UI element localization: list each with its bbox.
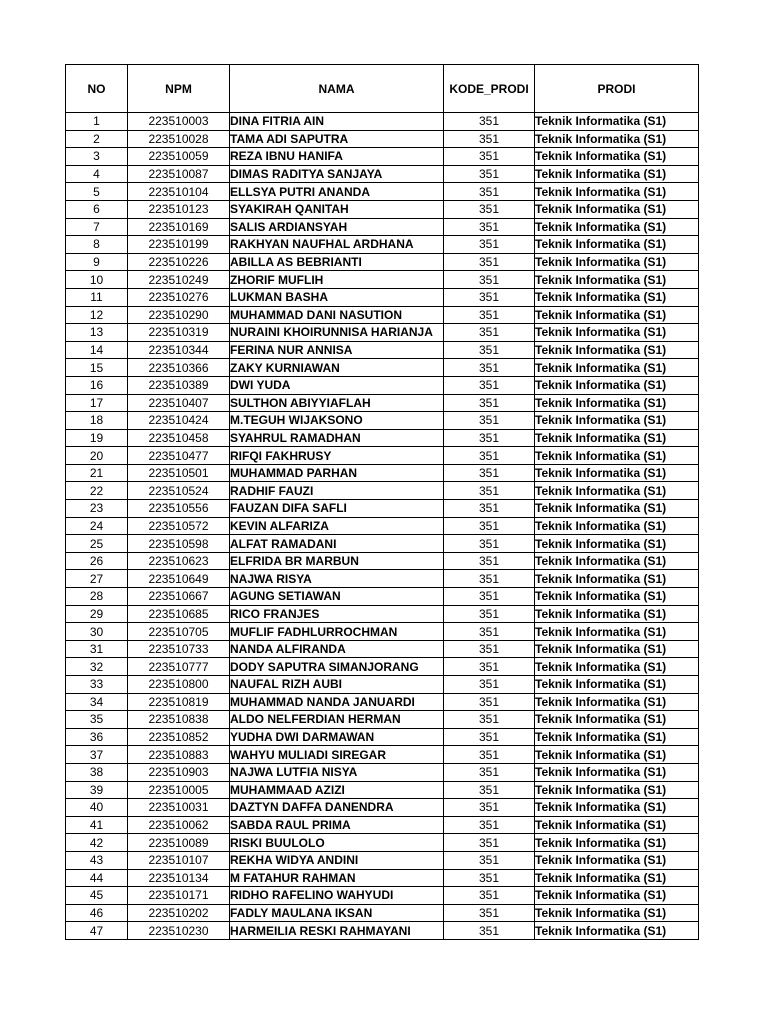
cell-no: 31: [66, 640, 128, 658]
cell-no: 2: [66, 130, 128, 148]
cell-no: 23: [66, 500, 128, 518]
cell-kode-prodi: 351: [444, 148, 535, 166]
cell-prodi: Teknik Informatika (S1): [535, 640, 699, 658]
cell-nama: REZA IBNU HANIFA: [230, 148, 444, 166]
cell-nama: SALIS ARDIANSYAH: [230, 218, 444, 236]
cell-kode-prodi: 351: [444, 728, 535, 746]
cell-prodi: Teknik Informatika (S1): [535, 922, 699, 940]
cell-nama: DAZTYN DAFFA DANENDRA: [230, 799, 444, 817]
cell-prodi: Teknik Informatika (S1): [535, 183, 699, 201]
cell-kode-prodi: 351: [444, 517, 535, 535]
cell-prodi: Teknik Informatika (S1): [535, 816, 699, 834]
cell-prodi: Teknik Informatika (S1): [535, 236, 699, 254]
cell-no: 3: [66, 148, 128, 166]
cell-prodi: Teknik Informatika (S1): [535, 693, 699, 711]
cell-no: 13: [66, 324, 128, 342]
cell-npm: 223510501: [128, 464, 230, 482]
table-row: [66, 324, 699, 342]
cell-kode-prodi: 351: [444, 799, 535, 817]
cell-nama: ALFAT RAMADANI: [230, 535, 444, 553]
cell-prodi: Teknik Informatika (S1): [535, 676, 699, 694]
cell-npm: 223510424: [128, 412, 230, 430]
table-row: [66, 781, 699, 799]
cell-npm: 223510059: [128, 148, 230, 166]
header-no: NO: [66, 65, 128, 113]
cell-no: 39: [66, 781, 128, 799]
cell-npm: 223510667: [128, 588, 230, 606]
table-row: [66, 148, 699, 166]
table-row: [66, 200, 699, 218]
cell-kode-prodi: 351: [444, 535, 535, 553]
cell-kode-prodi: 351: [444, 394, 535, 412]
table-row: [66, 728, 699, 746]
cell-no: 27: [66, 570, 128, 588]
table-row: [66, 288, 699, 306]
cell-kode-prodi: 351: [444, 324, 535, 342]
cell-no: 36: [66, 728, 128, 746]
table-row: [66, 359, 699, 377]
cell-nama: MUFLIF FADHLURROCHMAN: [230, 623, 444, 641]
table-row: [66, 464, 699, 482]
table-row: [66, 746, 699, 764]
cell-no: 4: [66, 165, 128, 183]
cell-no: 38: [66, 763, 128, 781]
cell-prodi: Teknik Informatika (S1): [535, 799, 699, 817]
cell-npm: 223510230: [128, 922, 230, 940]
cell-npm: 223510407: [128, 394, 230, 412]
table-row: [66, 799, 699, 817]
cell-prodi: Teknik Informatika (S1): [535, 904, 699, 922]
cell-no: 24: [66, 517, 128, 535]
cell-nama: ZAKY KURNIAWAN: [230, 359, 444, 377]
table-row: [66, 552, 699, 570]
table-row: [66, 904, 699, 922]
table-row: [66, 676, 699, 694]
cell-nama: NAJWA LUTFIA NISYA: [230, 763, 444, 781]
cell-nama: HARMEILIA RESKI RAHMAYANI: [230, 922, 444, 940]
cell-npm: 223510169: [128, 218, 230, 236]
cell-kode-prodi: 351: [444, 676, 535, 694]
cell-kode-prodi: 351: [444, 869, 535, 887]
cell-prodi: Teknik Informatika (S1): [535, 464, 699, 482]
cell-no: 44: [66, 869, 128, 887]
cell-prodi: Teknik Informatika (S1): [535, 570, 699, 588]
cell-kode-prodi: 351: [444, 359, 535, 377]
cell-no: 15: [66, 359, 128, 377]
cell-nama: NANDA ALFIRANDA: [230, 640, 444, 658]
cell-npm: 223510171: [128, 887, 230, 905]
cell-npm: 223510903: [128, 763, 230, 781]
table-row: [66, 640, 699, 658]
cell-npm: 223510623: [128, 552, 230, 570]
table-row: [66, 517, 699, 535]
cell-nama: ALDO NELFERDIAN HERMAN: [230, 711, 444, 729]
cell-npm: 223510062: [128, 816, 230, 834]
cell-nama: KEVIN ALFARIZA: [230, 517, 444, 535]
table-row: [66, 816, 699, 834]
cell-npm: 223510572: [128, 517, 230, 535]
cell-kode-prodi: 351: [444, 165, 535, 183]
cell-prodi: Teknik Informatika (S1): [535, 605, 699, 623]
cell-prodi: Teknik Informatika (S1): [535, 658, 699, 676]
cell-nama: M FATAHUR RAHMAN: [230, 869, 444, 887]
cell-npm: 223510649: [128, 570, 230, 588]
cell-prodi: Teknik Informatika (S1): [535, 271, 699, 289]
cell-prodi: Teknik Informatika (S1): [535, 552, 699, 570]
cell-prodi: Teknik Informatika (S1): [535, 869, 699, 887]
cell-no: 11: [66, 288, 128, 306]
cell-kode-prodi: 351: [444, 904, 535, 922]
cell-prodi: Teknik Informatika (S1): [535, 130, 699, 148]
table-row: [66, 341, 699, 359]
cell-nama: WAHYU MULIADI SIREGAR: [230, 746, 444, 764]
cell-no: 30: [66, 623, 128, 641]
cell-npm: 223510685: [128, 605, 230, 623]
cell-prodi: Teknik Informatika (S1): [535, 746, 699, 764]
cell-prodi: Teknik Informatika (S1): [535, 781, 699, 799]
cell-prodi: Teknik Informatika (S1): [535, 218, 699, 236]
table-row: [66, 412, 699, 430]
cell-no: 29: [66, 605, 128, 623]
table-row: [66, 429, 699, 447]
cell-nama: RAKHYAN NAUFHAL ARDHANA: [230, 236, 444, 254]
cell-nama: TAMA ADI SAPUTRA: [230, 130, 444, 148]
cell-npm: 223510389: [128, 376, 230, 394]
cell-npm: 223510598: [128, 535, 230, 553]
cell-npm: 223510458: [128, 429, 230, 447]
cell-npm: 223510123: [128, 200, 230, 218]
cell-no: 42: [66, 834, 128, 852]
cell-kode-prodi: 351: [444, 746, 535, 764]
cell-npm: 223510028: [128, 130, 230, 148]
cell-no: 12: [66, 306, 128, 324]
cell-nama: MUHAMMAD PARHAN: [230, 464, 444, 482]
table-row: [66, 869, 699, 887]
cell-nama: MUHAMMAD DANI NASUTION: [230, 306, 444, 324]
cell-kode-prodi: 351: [444, 781, 535, 799]
cell-nama: RICO FRANJES: [230, 605, 444, 623]
cell-npm: 223510733: [128, 640, 230, 658]
cell-kode-prodi: 351: [444, 288, 535, 306]
table-row: [66, 851, 699, 869]
table-row: [66, 570, 699, 588]
cell-no: 5: [66, 183, 128, 201]
cell-npm: 223510319: [128, 324, 230, 342]
table-row: [66, 482, 699, 500]
table-row: [66, 394, 699, 412]
cell-prodi: Teknik Informatika (S1): [535, 253, 699, 271]
cell-kode-prodi: 351: [444, 412, 535, 430]
cell-prodi: Teknik Informatika (S1): [535, 834, 699, 852]
table-header: [66, 65, 699, 113]
cell-npm: 223510777: [128, 658, 230, 676]
cell-kode-prodi: 351: [444, 218, 535, 236]
header-npm: NPM: [128, 65, 230, 113]
table-row: [66, 763, 699, 781]
cell-npm: 223510819: [128, 693, 230, 711]
cell-no: 18: [66, 412, 128, 430]
cell-nama: REKHA WIDYA ANDINI: [230, 851, 444, 869]
cell-nama: LUKMAN BASHA: [230, 288, 444, 306]
cell-kode-prodi: 351: [444, 763, 535, 781]
cell-kode-prodi: 351: [444, 500, 535, 518]
cell-npm: 223510883: [128, 746, 230, 764]
cell-kode-prodi: 351: [444, 834, 535, 852]
cell-npm: 223510087: [128, 165, 230, 183]
table-row: [66, 218, 699, 236]
cell-nama: FERINA NUR ANNISA: [230, 341, 444, 359]
cell-kode-prodi: 351: [444, 271, 535, 289]
cell-nama: SYAKIRAH QANITAH: [230, 200, 444, 218]
cell-kode-prodi: 351: [444, 711, 535, 729]
cell-no: 10: [66, 271, 128, 289]
cell-nama: MUHAMMAD NANDA JANUARDI: [230, 693, 444, 711]
cell-npm: 223510524: [128, 482, 230, 500]
cell-kode-prodi: 351: [444, 113, 535, 131]
table-row: [66, 130, 699, 148]
cell-nama: ELFRIDA BR MARBUN: [230, 552, 444, 570]
header-row: [66, 65, 699, 113]
cell-kode-prodi: 351: [444, 693, 535, 711]
cell-prodi: Teknik Informatika (S1): [535, 517, 699, 535]
cell-kode-prodi: 351: [444, 447, 535, 465]
student-table: [65, 64, 699, 940]
cell-no: 17: [66, 394, 128, 412]
cell-npm: 223510276: [128, 288, 230, 306]
cell-npm: 223510249: [128, 271, 230, 289]
table-row: [66, 658, 699, 676]
table-row: [66, 376, 699, 394]
cell-npm: 223510031: [128, 799, 230, 817]
cell-prodi: Teknik Informatika (S1): [535, 113, 699, 131]
cell-prodi: Teknik Informatika (S1): [535, 623, 699, 641]
cell-nama: MUHAMMAAD AZIZI: [230, 781, 444, 799]
cell-prodi: Teknik Informatika (S1): [535, 200, 699, 218]
cell-nama: RIDHO RAFELINO WAHYUDI: [230, 887, 444, 905]
header-prodi: PRODI: [535, 65, 699, 113]
cell-nama: SABDA RAUL PRIMA: [230, 816, 444, 834]
table-row: [66, 165, 699, 183]
cell-no: 43: [66, 851, 128, 869]
cell-kode-prodi: 351: [444, 887, 535, 905]
cell-nama: DWI YUDA: [230, 376, 444, 394]
cell-npm: 223510003: [128, 113, 230, 131]
table-row: [66, 535, 699, 553]
cell-kode-prodi: 351: [444, 552, 535, 570]
table-body: [66, 113, 699, 940]
table-row: [66, 922, 699, 940]
cell-no: 8: [66, 236, 128, 254]
cell-kode-prodi: 351: [444, 376, 535, 394]
cell-kode-prodi: 351: [444, 482, 535, 500]
cell-npm: 223510800: [128, 676, 230, 694]
cell-prodi: Teknik Informatika (S1): [535, 306, 699, 324]
cell-kode-prodi: 351: [444, 851, 535, 869]
cell-no: 33: [66, 676, 128, 694]
header-kode-prodi: KODE_PRODI: [444, 65, 535, 113]
cell-nama: ABILLA AS BEBRIANTI: [230, 253, 444, 271]
cell-no: 1: [66, 113, 128, 131]
cell-npm: 223510838: [128, 711, 230, 729]
cell-npm: 223510134: [128, 869, 230, 887]
cell-kode-prodi: 351: [444, 816, 535, 834]
cell-prodi: Teknik Informatika (S1): [535, 482, 699, 500]
cell-no: 6: [66, 200, 128, 218]
cell-prodi: Teknik Informatika (S1): [535, 887, 699, 905]
cell-nama: FADLY MAULANA IKSAN: [230, 904, 444, 922]
cell-nama: ELLSYA PUTRI ANANDA: [230, 183, 444, 201]
cell-no: 34: [66, 693, 128, 711]
table-row: [66, 623, 699, 641]
cell-no: 25: [66, 535, 128, 553]
cell-npm: 223510005: [128, 781, 230, 799]
table-row: [66, 588, 699, 606]
cell-npm: 223510107: [128, 851, 230, 869]
table-row: [66, 253, 699, 271]
table-row: [66, 500, 699, 518]
cell-prodi: Teknik Informatika (S1): [535, 412, 699, 430]
cell-no: 32: [66, 658, 128, 676]
cell-prodi: Teknik Informatika (S1): [535, 148, 699, 166]
cell-kode-prodi: 351: [444, 658, 535, 676]
cell-no: 37: [66, 746, 128, 764]
cell-npm: 223510202: [128, 904, 230, 922]
cell-kode-prodi: 351: [444, 253, 535, 271]
cell-prodi: Teknik Informatika (S1): [535, 165, 699, 183]
cell-no: 45: [66, 887, 128, 905]
cell-npm: 223510104: [128, 183, 230, 201]
cell-no: 22: [66, 482, 128, 500]
cell-nama: RIFQI FAKHRUSY: [230, 447, 444, 465]
cell-kode-prodi: 351: [444, 200, 535, 218]
cell-no: 35: [66, 711, 128, 729]
cell-kode-prodi: 351: [444, 640, 535, 658]
cell-npm: 223510290: [128, 306, 230, 324]
cell-nama: NURAINI KHOIRUNNISA HARIANJA: [230, 324, 444, 342]
cell-nama: RADHIF FAUZI: [230, 482, 444, 500]
cell-prodi: Teknik Informatika (S1): [535, 500, 699, 518]
cell-nama: NAUFAL RIZH AUBI: [230, 676, 444, 694]
cell-prodi: Teknik Informatika (S1): [535, 288, 699, 306]
cell-npm: 223510477: [128, 447, 230, 465]
cell-no: 16: [66, 376, 128, 394]
cell-nama: DINA FITRIA AIN: [230, 113, 444, 131]
cell-nama: AGUNG SETIAWAN: [230, 588, 444, 606]
cell-npm: 223510556: [128, 500, 230, 518]
cell-prodi: Teknik Informatika (S1): [535, 711, 699, 729]
cell-prodi: Teknik Informatika (S1): [535, 447, 699, 465]
cell-kode-prodi: 351: [444, 605, 535, 623]
table-row: [66, 183, 699, 201]
cell-nama: NAJWA RISYA: [230, 570, 444, 588]
cell-npm: 223510366: [128, 359, 230, 377]
cell-nama: ZHORIF MUFLIH: [230, 271, 444, 289]
cell-prodi: Teknik Informatika (S1): [535, 394, 699, 412]
cell-npm: 223510344: [128, 341, 230, 359]
cell-kode-prodi: 351: [444, 341, 535, 359]
cell-nama: SULTHON ABIYYIAFLAH: [230, 394, 444, 412]
cell-no: 7: [66, 218, 128, 236]
cell-npm: 223510226: [128, 253, 230, 271]
header-nama: NAMA: [230, 65, 444, 113]
cell-npm: 223510852: [128, 728, 230, 746]
table-row: [66, 887, 699, 905]
table-row: [66, 605, 699, 623]
cell-no: 46: [66, 904, 128, 922]
cell-nama: FAUZAN DIFA SAFLI: [230, 500, 444, 518]
cell-prodi: Teknik Informatika (S1): [535, 376, 699, 394]
cell-nama: RISKI BUULOLO: [230, 834, 444, 852]
cell-kode-prodi: 351: [444, 464, 535, 482]
cell-no: 14: [66, 341, 128, 359]
cell-kode-prodi: 351: [444, 236, 535, 254]
cell-nama: M.TEGUH WIJAKSONO: [230, 412, 444, 430]
cell-prodi: Teknik Informatika (S1): [535, 851, 699, 869]
table-row: [66, 447, 699, 465]
cell-prodi: Teknik Informatika (S1): [535, 429, 699, 447]
cell-no: 20: [66, 447, 128, 465]
cell-nama: DODY SAPUTRA SIMANJORANG: [230, 658, 444, 676]
cell-nama: SYAHRUL RAMADHAN: [230, 429, 444, 447]
table-row: [66, 306, 699, 324]
cell-kode-prodi: 351: [444, 588, 535, 606]
cell-prodi: Teknik Informatika (S1): [535, 535, 699, 553]
cell-prodi: Teknik Informatika (S1): [535, 359, 699, 377]
cell-kode-prodi: 351: [444, 306, 535, 324]
table-row: [66, 236, 699, 254]
cell-no: 19: [66, 429, 128, 447]
cell-npm: 223510089: [128, 834, 230, 852]
cell-npm: 223510705: [128, 623, 230, 641]
cell-prodi: Teknik Informatika (S1): [535, 588, 699, 606]
cell-kode-prodi: 351: [444, 623, 535, 641]
cell-nama: YUDHA DWI DARMAWAN: [230, 728, 444, 746]
table-row: [66, 693, 699, 711]
cell-no: 41: [66, 816, 128, 834]
cell-nama: DIMAS RADITYA SANJAYA: [230, 165, 444, 183]
cell-no: 28: [66, 588, 128, 606]
table-row: [66, 834, 699, 852]
cell-prodi: Teknik Informatika (S1): [535, 728, 699, 746]
cell-prodi: Teknik Informatika (S1): [535, 341, 699, 359]
cell-kode-prodi: 351: [444, 130, 535, 148]
cell-npm: 223510199: [128, 236, 230, 254]
cell-kode-prodi: 351: [444, 429, 535, 447]
cell-kode-prodi: 351: [444, 922, 535, 940]
cell-no: 26: [66, 552, 128, 570]
cell-prodi: Teknik Informatika (S1): [535, 763, 699, 781]
cell-no: 9: [66, 253, 128, 271]
cell-no: 47: [66, 922, 128, 940]
cell-no: 40: [66, 799, 128, 817]
table-row: [66, 113, 699, 131]
table-row: [66, 271, 699, 289]
cell-prodi: Teknik Informatika (S1): [535, 324, 699, 342]
cell-no: 21: [66, 464, 128, 482]
table-row: [66, 711, 699, 729]
cell-kode-prodi: 351: [444, 570, 535, 588]
cell-kode-prodi: 351: [444, 183, 535, 201]
